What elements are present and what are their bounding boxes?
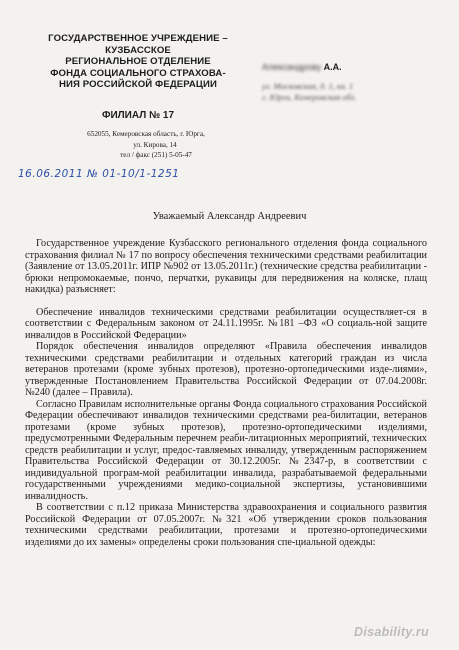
org-line: НИЯ РОССИЙСКОЙ ФЕДЕРАЦИИ: [58, 79, 218, 90]
org-line: КУЗБАССКОЕ: [105, 44, 171, 56]
address-line: ул. Кирова, 14: [133, 140, 177, 149]
site-watermark: Disability.ru: [354, 625, 429, 639]
branch-title: ФИЛИАЛ № 17: [101, 110, 175, 121]
recipient-address-obscured: г. Юрга, Кемеровская обл.: [262, 92, 357, 102]
greeting: Уважаемый Александр Андреевич: [152, 211, 307, 222]
recipient-initials: А.А.: [323, 62, 342, 72]
paragraph: Порядок обеспечения инвалидов определяют «Правила обеспечения инвалидов техническими средствами реабилитации и отдельных категорий граждан из числа ветеранов протезами (кроме зубных протезов), протезно-ортопедическими изде-лиями», утвержденные Постановлением Правительства Российской Федерации от 07.04.2008г. №240 (далее – Правила).: [25, 341, 427, 398]
paragraph: Государственное учреждение Кузбасского регионального отделения фонда социального страхования филиал № 17 по вопросу обеспечения техническими средствами реабилитации (Заявление от 13.05.2011г. ИПР №902 от 13.05.2011г.) (технические средства реабилитации - брюки непромокаемые, пончо, перчатки, рукавицы для передвижения на коляске, плащ накидка) разъясняет:: [25, 238, 427, 295]
paragraph: Согласно Правилам исполнительные органы Фонда социального страхования Российской Федерации обеспечивают инвалидов техническими средствами реа-билитации, ветеранов протезами (кроме зубных протезов), протезно-ортопедическими изделиями, предусмотренными Федеральным перечнем реаби-литационных мероприятий, технических средств реабилитации и услуг, предос-тавляемых инвалиду, утвержденным распоряжением Правительства Российской Федерации от 30.12.2005г. №2347-р, в соответствии с индивидуальной програм-мой реабилитации инвалида, разрабатываемой федеральными государственными учреждениями медико-социальной экспертизы, установившими инвалидность.: [25, 398, 427, 502]
recipient-block: [262, 62, 442, 103]
recipient-name: [262, 62, 442, 73]
recipient-address-obscured: ул. Московская, д. 1, кв. 1: [262, 81, 354, 91]
recipient-surname-obscured: Александрову: [262, 62, 322, 72]
org-line: ГОСУДАРСТВЕННОЕ УЧРЕЖДЕНИЕ –: [48, 33, 228, 44]
org-line: РЕГИОНАЛЬНОЕ ОТДЕЛЕНИЕ: [65, 56, 211, 67]
handwritten-reference-number: 16.06.2011 № 01-10/1-1251: [18, 168, 180, 180]
organization-header: [40, 33, 236, 91]
sender-address: [40, 129, 236, 161]
paragraph: В соответствии с п.12 приказа Министерства здравоохранения и социального развития Российской Федерации от 07.05.2007г. №321 «Об утверждении сроков пользования техническими средствами реабилитации, протезами и протезно-ортопедическими изделиями до их замены» определены сроки пользования спе-циальной одежды:: [25, 502, 427, 548]
paragraph: Обеспечение инвалидов техническими средствами реабилитации осуществляет-ся в соответствии с Федеральным законом от 24.11.1995г. №181 –ФЗ «О социаль-ной защите инвалидов в Российской Федерации»: [25, 306, 427, 341]
letter-body: [25, 238, 427, 548]
address-line: тел / факс (251) 5-05-47: [120, 151, 192, 159]
address-line: 652055, Кемеровская область, г. Юрга,: [87, 130, 205, 138]
org-line: ФОНДА СОЦИАЛЬНОГО СТРАХОВА-: [50, 67, 226, 79]
